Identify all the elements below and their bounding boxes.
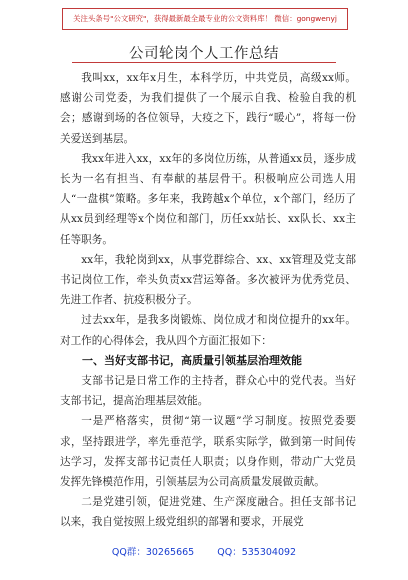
document-body xyxy=(60,68,356,533)
footer-qq-group: QQ群：30265665 xyxy=(111,547,195,558)
body-paragraph: 支部书记是日常工作的主持者，群众心中的党代表。当好支部书记，提高治理基层效能。 xyxy=(60,375,356,408)
body-paragraph: xx年，我轮岗到xx，从事党群综合、xx、xx管理及党支部书记岗位工作，牵头负责xx营运筹备。多次被评为优秀党员、先进工作者、抗疫积极分子。 xyxy=(60,253,356,307)
promo-banner: 关注头条号"公文研究"，获得最新最全最专业的公文资料库！ 微信：gongwenyj xyxy=(62,8,348,30)
section-heading: 一、当好支部书记，高质量引领基层治理效能 xyxy=(82,353,302,367)
document-title: 公司轮岗个人工作总结 xyxy=(129,46,279,62)
body-paragraph: 过去xx年，是我多岗锻炼、岗位成才和岗位提升的xx年。对工作的心得体会，我从四个方面汇报如下： xyxy=(60,314,356,347)
body-paragraph: 一是严格落实，贯彻“第一议题”学习制度。按照党委要求，坚持跟进学，率先垂范学，联系实际学，做到第一时间传达学习，发挥支部书记责任人职责；以身作则，带动广大党员发挥先锋模范作用，引领基层为公司高质量发展做贡献。 xyxy=(60,415,356,489)
page-footer xyxy=(0,544,408,558)
body-paragraph: 二是党建引领，促进党建、生产深度融合。担任支部书记以来，我自觉按照上级党组织的部署和要求，开展党 xyxy=(60,496,356,529)
title-divider xyxy=(72,62,336,63)
body-paragraph: 我xx年进入xx，xx年的多岗位历练，从普通xx员，逐步成长为一名有担当、有奉献的基层骨干。积极响应公司选人用人“一盘棋”策略。多年来，我跨越x个单位，x个部门，经历了从xx员到经理等x个岗位和部门，历任xx站长、xx队长、xx主任等职务。 xyxy=(60,152,356,246)
footer-qq: QQ：535304092 xyxy=(217,547,297,558)
body-paragraph: 我叫xx，xx年x月生，本科学历，中共党员，高级xx师。感谢公司党委，为我们提供了一个展示自我、检验自我的机会；感谢到场的各位领导，大疫之下，践行“暖心”，将每一份关爱送到基层。 xyxy=(60,72,356,145)
